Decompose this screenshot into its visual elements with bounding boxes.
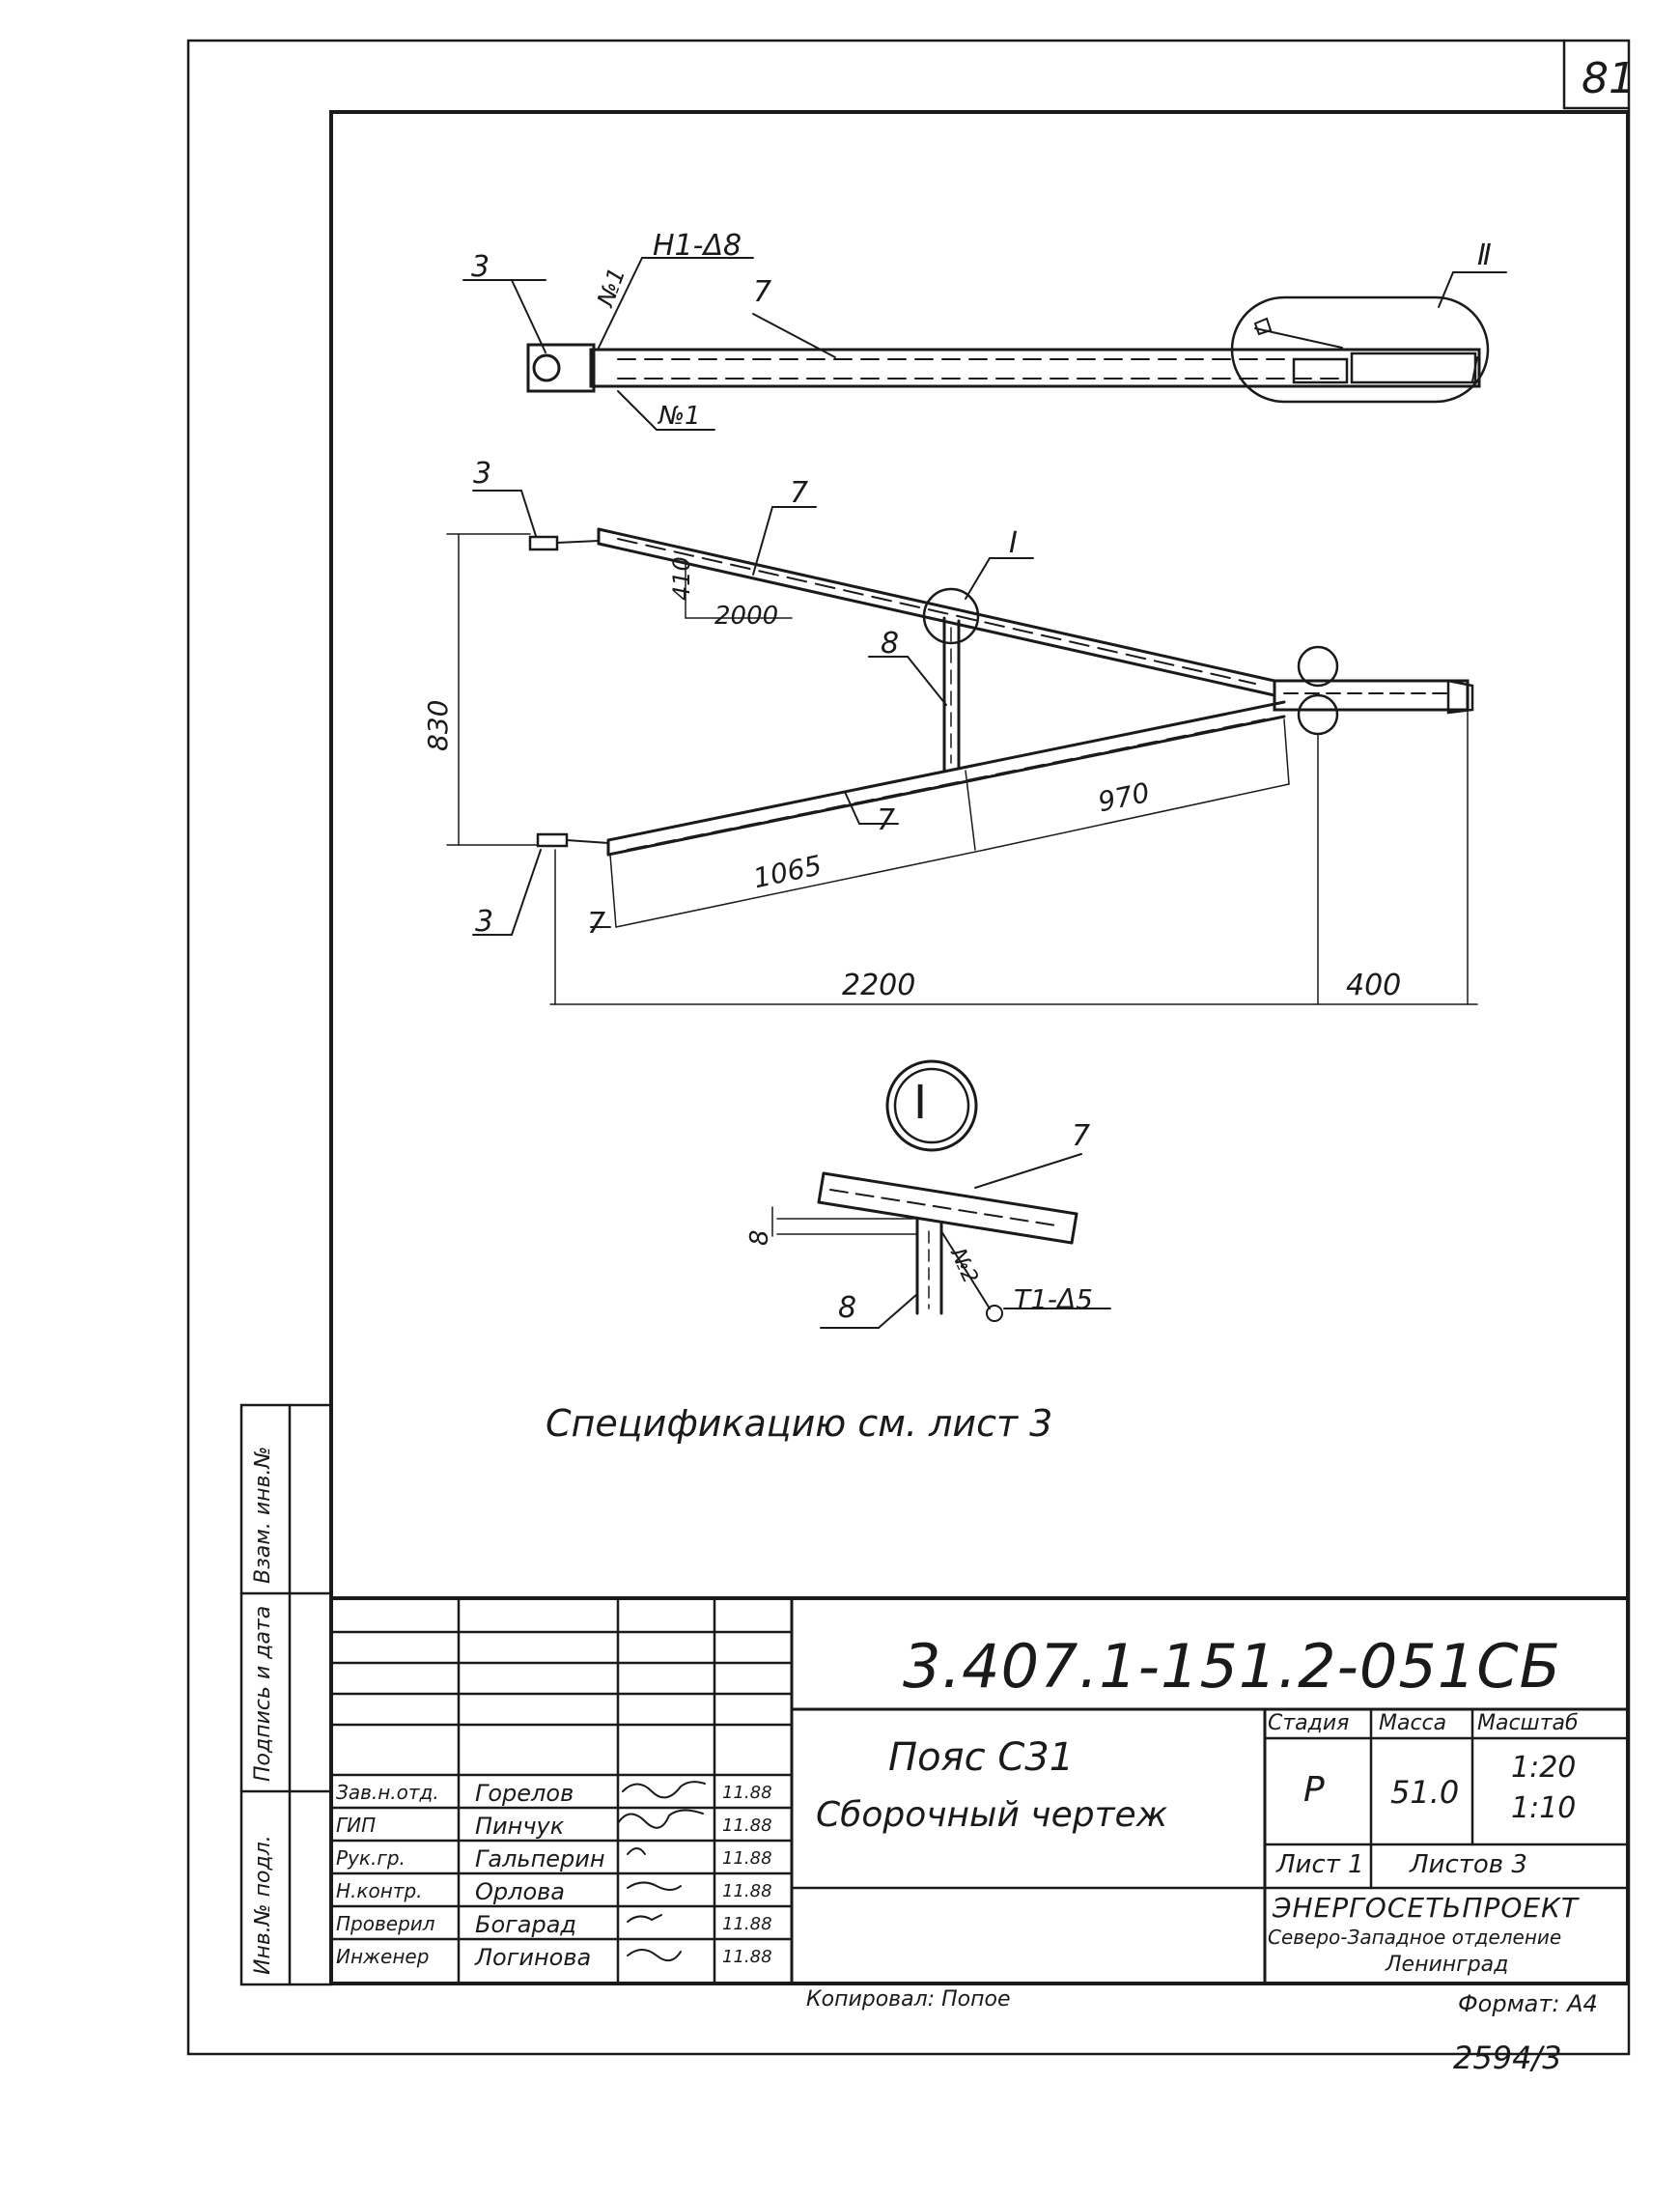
signer-role: Н.контр.	[336, 1879, 423, 1902]
title-line1: Пояс С31	[888, 1735, 1075, 1780]
dim-2200: 2200	[842, 969, 916, 1002]
page-number: 81	[1582, 54, 1636, 103]
inner-frame	[331, 112, 1628, 1984]
dim-1065: 1065	[750, 849, 825, 895]
org-name: ЭНЕРГОСЕТЬПРОЕКТ	[1273, 1892, 1580, 1924]
signer-name: Орлова	[475, 1878, 565, 1905]
signer-name: Горелов	[475, 1780, 574, 1807]
archive-number: 2594/3	[1453, 2040, 1562, 2076]
signer-date: 11.88	[722, 1881, 772, 1901]
stage-header: Стадия	[1268, 1711, 1350, 1735]
sheet-number: Лист 1	[1276, 1850, 1364, 1879]
signer-name: Гальперин	[475, 1845, 605, 1872]
scale-value-1: 1:20	[1511, 1751, 1577, 1785]
dim-400: 400	[1346, 969, 1402, 1002]
side-pos-3-top-label: 3	[473, 457, 492, 491]
signer-name: Логинова	[475, 1944, 592, 1971]
signer-role: Инженер	[336, 1945, 430, 1968]
signer-name: Пинчук	[475, 1813, 565, 1840]
stage-value: Р	[1303, 1770, 1325, 1810]
doc-code: 3.407.1-151.2-051СБ	[903, 1631, 1562, 1702]
side-stamp-podpis-data: Подпись и дата	[251, 1605, 275, 1782]
detail-weld-no2-label: №2	[945, 1245, 983, 1288]
top-weld-note: Н1-Δ8	[653, 229, 742, 263]
signer-date: 11.88	[722, 1848, 772, 1869]
signer-date: 11.88	[722, 1947, 772, 1967]
specification-note: Спецификацию см. лист 3	[546, 1402, 1053, 1445]
top-weld-no1-bottom-label: №1	[658, 402, 701, 431]
signer-name: Богарад	[475, 1911, 576, 1938]
dim-410: 410	[668, 556, 695, 601]
signer-role: Зав.н.отд.	[336, 1781, 439, 1804]
detail-pos-7-label: 7	[1072, 1119, 1091, 1153]
detail-I-marker-label: Ⅰ	[1009, 526, 1018, 560]
dim-830: 830	[422, 699, 454, 751]
mass-header: Масса	[1379, 1711, 1447, 1735]
signer-role: Рук.гр.	[336, 1846, 406, 1870]
signer-date: 11.88	[722, 1914, 772, 1934]
signer-role: Проверил	[336, 1912, 435, 1935]
signer-date: 11.88	[722, 1783, 772, 1803]
title-line2: Сборочный чертеж	[816, 1795, 1168, 1835]
top-pos-3-label: 3	[471, 250, 490, 284]
detail-dim-8: 8	[745, 1229, 774, 1246]
side-pos-7-top-label: 7	[790, 476, 809, 510]
org-city: Ленинград	[1386, 1953, 1509, 1977]
side-pos-7-end-label: 7	[587, 907, 606, 941]
signer-role: ГИП	[336, 1814, 377, 1837]
scale-value-2: 1:10	[1511, 1791, 1577, 1825]
mass-value: 51.0	[1390, 1774, 1460, 1811]
copied-by: Копировал: Попое	[806, 1987, 1011, 2012]
top-weld-no1-label: №1	[592, 264, 631, 310]
side-pos-7-low-label: 7	[877, 803, 896, 837]
top-pos-7-label: 7	[753, 275, 772, 309]
format-label: Формат: А4	[1458, 1990, 1598, 2017]
side-stamp-vzam-inv: Взам. инв.№	[251, 1446, 275, 1584]
dim-970: 970	[1095, 775, 1153, 819]
scale-header: Масштаб	[1477, 1711, 1579, 1735]
detail-I-title: Ⅰ	[913, 1076, 928, 1130]
side-pos-3-bottom-label: 3	[475, 905, 494, 939]
signer-date: 11.88	[722, 1815, 772, 1836]
detail-pos-8-label: 8	[838, 1291, 857, 1325]
org-branch: Северо-Западное отделение	[1268, 1926, 1562, 1949]
dim-2000: 2000	[714, 602, 779, 631]
side-stamp-inv-podl: Инв.№ подл.	[251, 1835, 275, 1975]
sheets-total: Листов 3	[1410, 1850, 1527, 1879]
detail-II-label: Ⅱ	[1477, 239, 1492, 272]
detail-weld-note: Т1-Δ5	[1014, 1283, 1093, 1315]
side-pos-8-label: 8	[881, 627, 900, 661]
